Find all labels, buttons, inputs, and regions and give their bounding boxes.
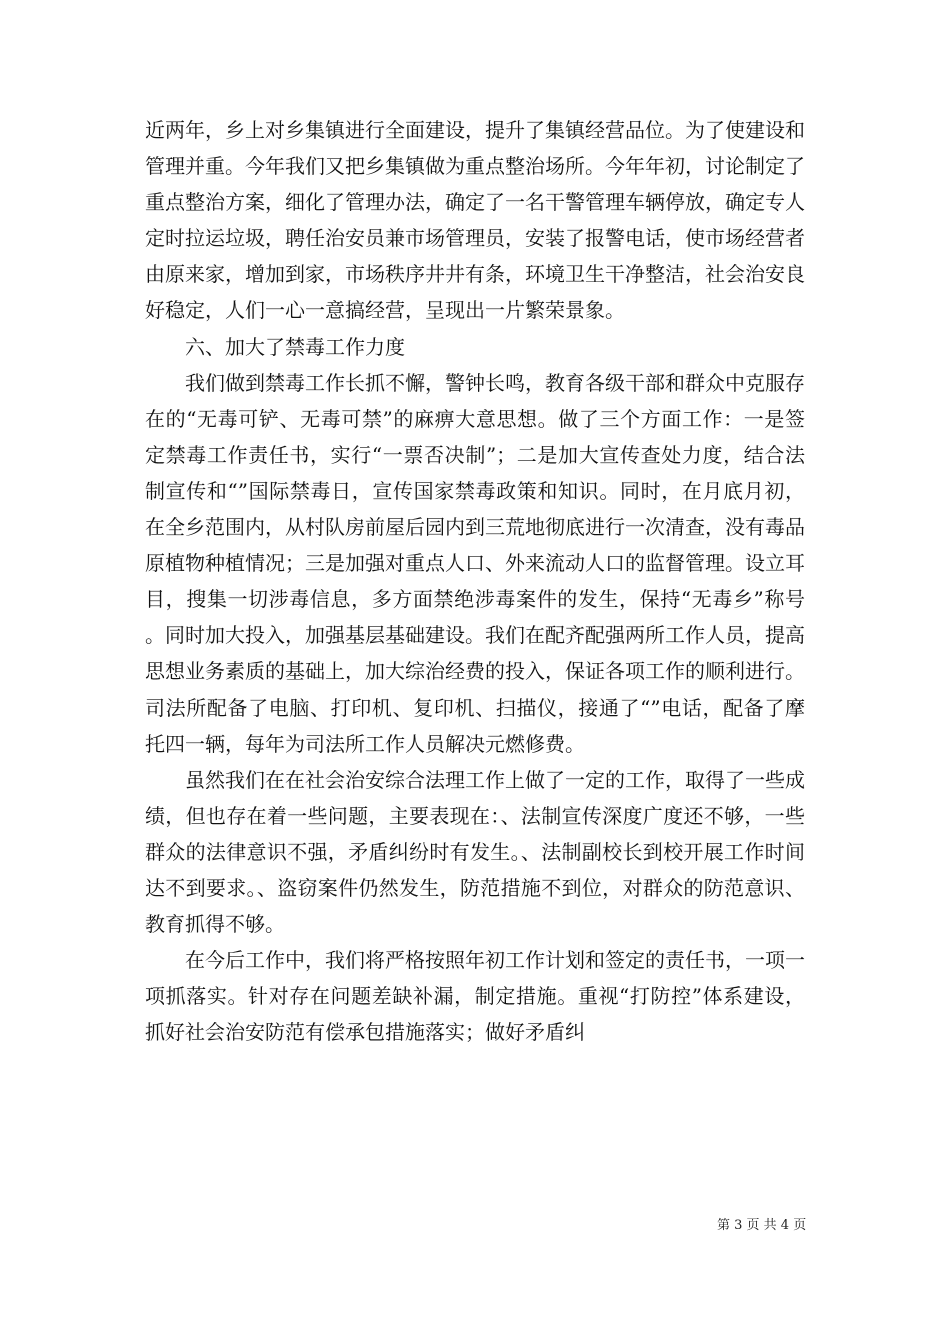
section-heading-drug-control: 六、加大了禁毒工作力度 xyxy=(185,334,405,359)
page-number: 第 3 页 共 4 页 xyxy=(717,1218,807,1233)
paragraph-collective-market: 近两年，乡上对乡集镇进行全面建设，提升了集镇经营品位。为了使建设和管理并重。今年我们又把乡集镇做为重点整治场所。今年年初，讨论制定了重点整治方案，细化了管理办法，确定了一名干警管理车辆停放，确定专人定时拉运垃圾，聘任治安员兼市场管理员，安装了报警电话，使市场经营者由原来家，增加到家，市场秩序井井有条，环境卫生干净整洁，社会治安良好稳定，人们一心一意搞经营，呈现出一片繁荣景象。 xyxy=(145,118,805,323)
paragraph-drug-control: 我们做到禁毒工作长抓不懈，警钟长鸣，教育各级干部和群众中克服存在的“无毒可铲、无毒可禁”的麻痹大意思想。做了三个方面工作：一是签定禁毒工作责任书，实行“一票否决制”；二是加大宣传查处力度，结合法制宣传和“”国际禁毒日，宣传国家禁毒政策和知识。同时，在月底月初，在全乡范围内，从村队房前屋后园内到三荒地彻底进行一次清查，没有毒品原植物种植情况；三是加强对重点人口、外来流动人口的监督管理。设立耳目，搜集一切涉毒信息，多方面禁绝涉毒案件的发生，保持“无毒乡”称号。同时加大投入，加强基层基础建设。我们在配齐配强两所工作人员，提高思想业务素质的基础上，加大综治经费的投入，保证各项工作的顺利进行。司法所配备了电脑、打印机、复印机、扫描仪，接通了“”电话，配备了摩托四一辆，每年为司法所工作人员解决元燃修费。 xyxy=(145,370,805,756)
paragraph-future-work: 在今后工作中，我们将严格按照年初工作计划和签定的责任书，一项一项抓落实。针对存在问题差缺补漏，制定措施。重视“打防控”体系建设，抓好社会治安防范有偿承包措施落实；做好矛盾纠 xyxy=(145,948,805,1045)
document-body xyxy=(145,112,805,1050)
paragraph-problems: 虽然我们在在社会治安综合法理工作上做了一定的工作，取得了一些成绩，但也存在着一些问题，主要表现在：、法制宣传深度广度还不够，一些群众的法律意识不强，矛盾纠纷时有发生。、法制副校长到校开展工作时间达不到要求。、盗窃案件仍然发生，防范措施不到位，对群众的防范意识、教育抓得不够。 xyxy=(145,767,805,937)
